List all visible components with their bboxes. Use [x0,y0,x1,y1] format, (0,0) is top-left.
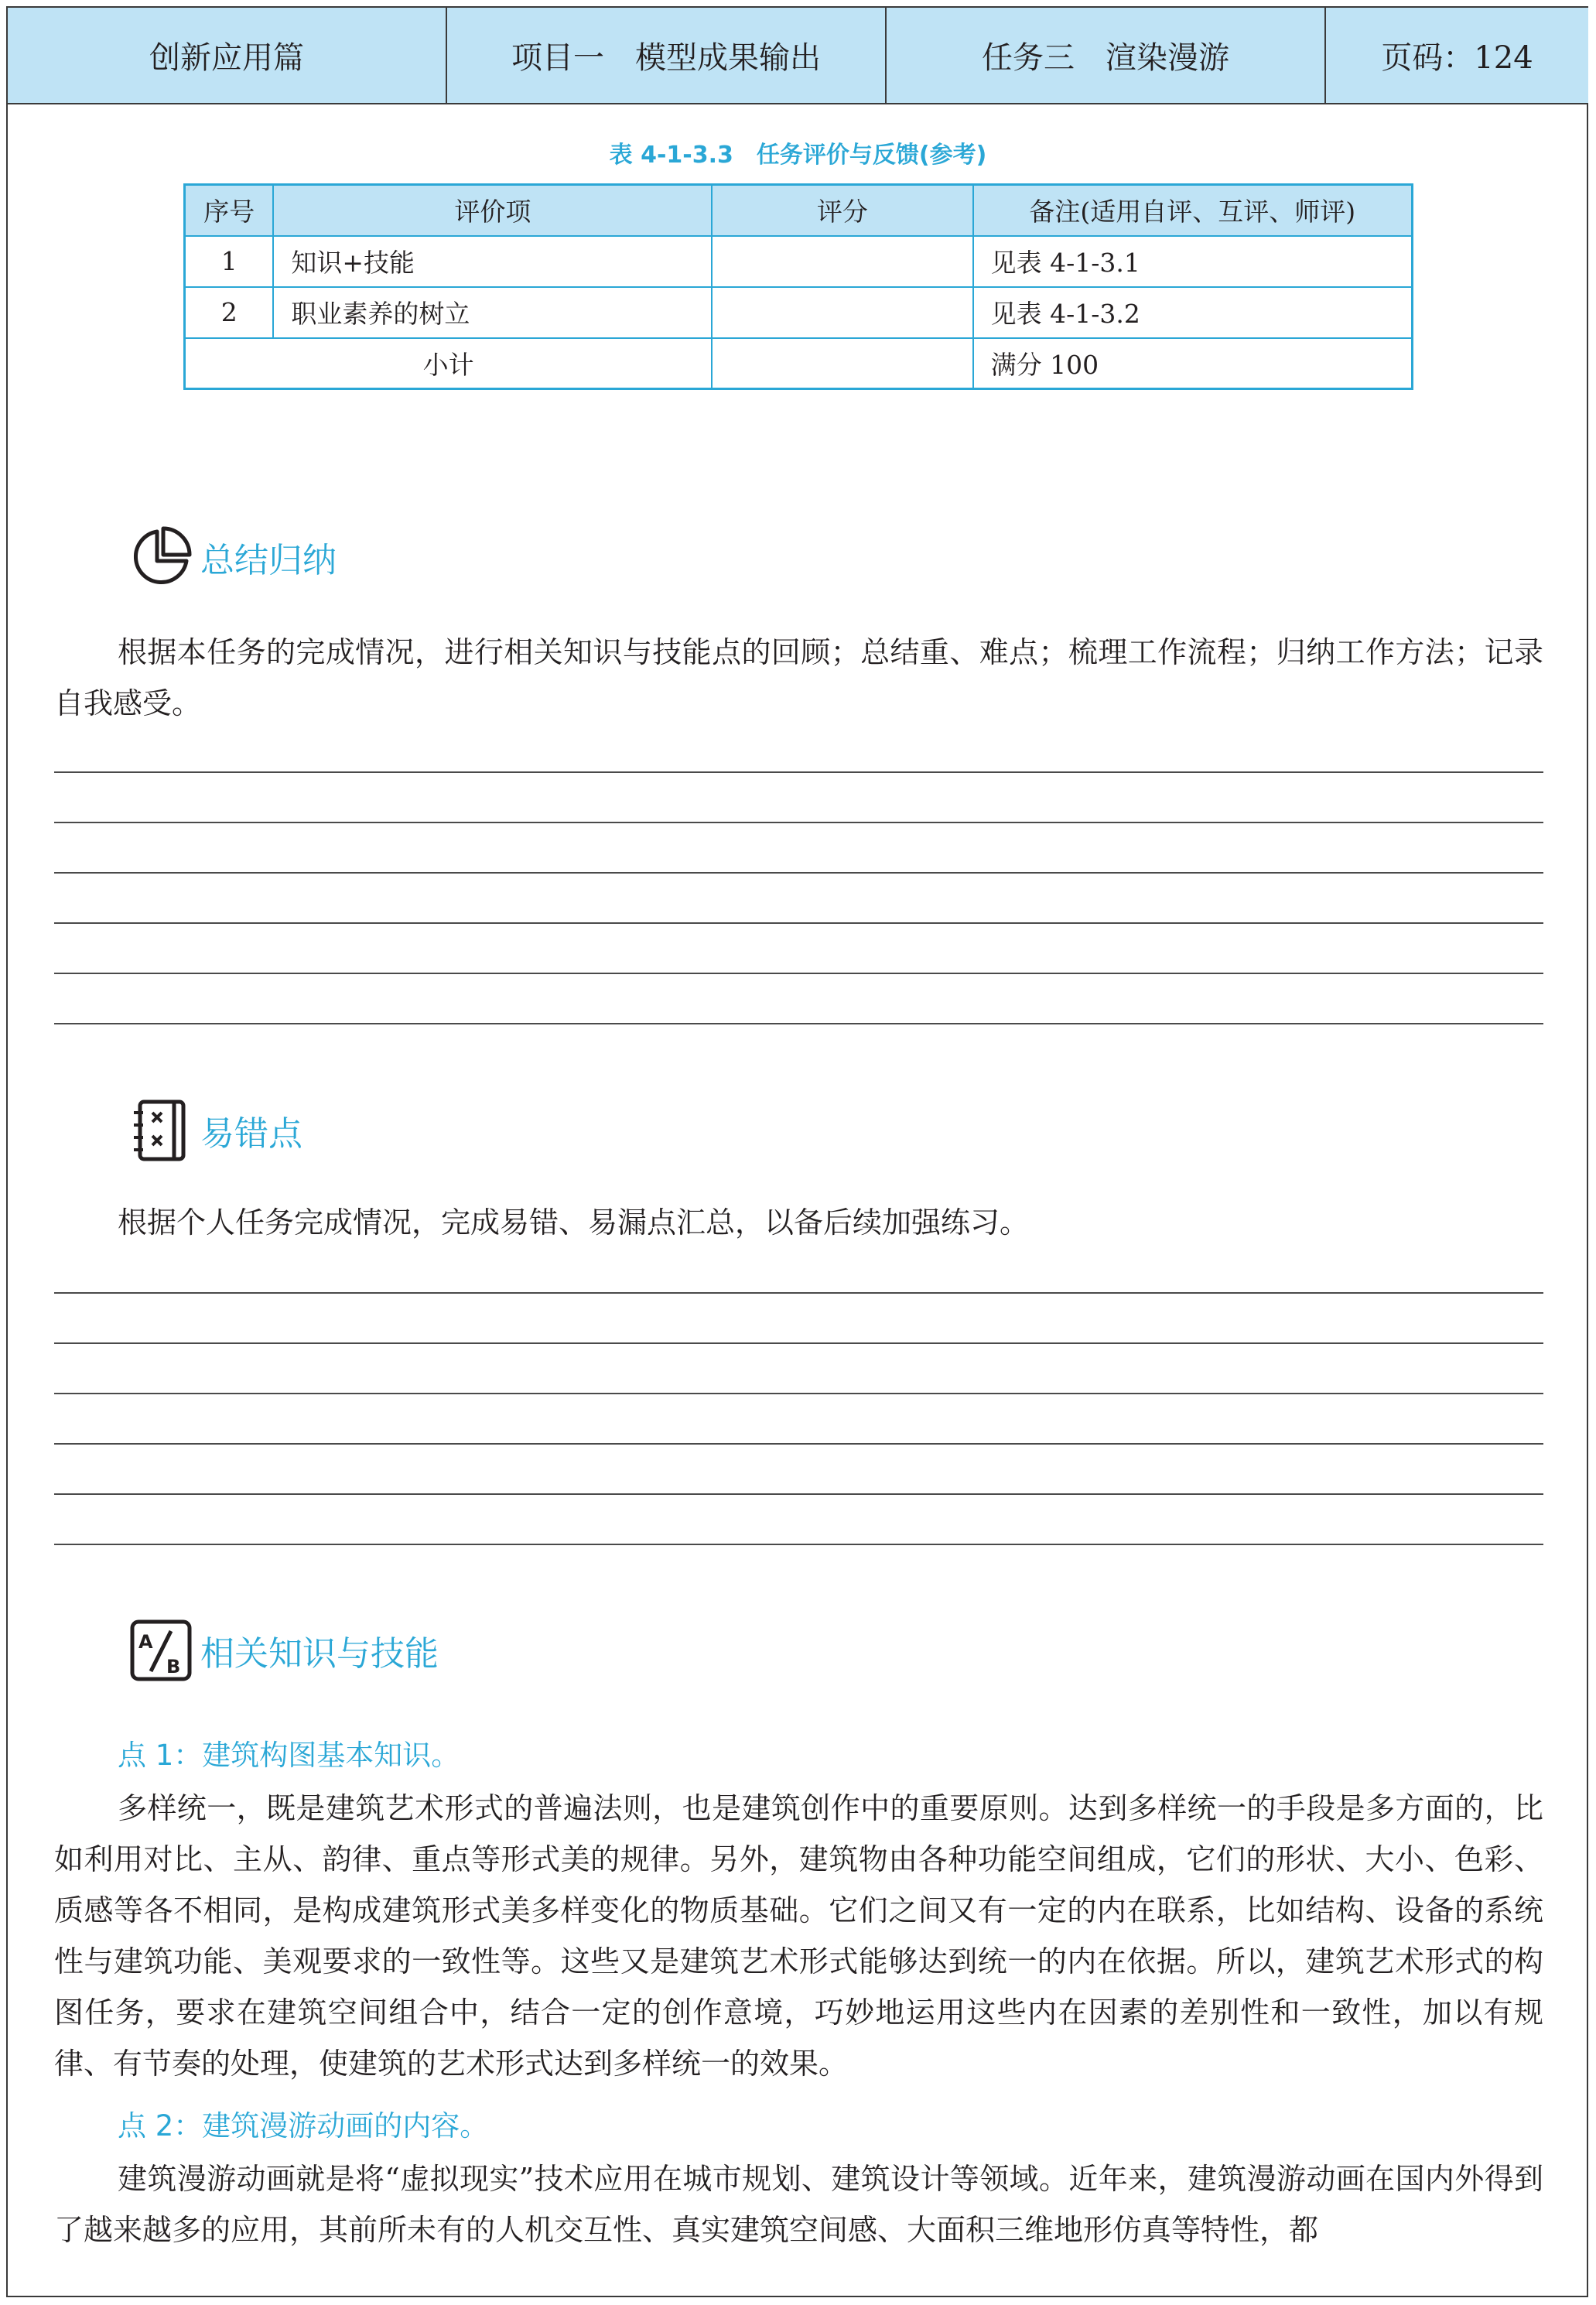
running-header [8,8,1588,104]
evaluation-table [183,183,1413,390]
table-subtotal-score [712,338,972,389]
table-subtotal-label: 小计 [185,338,713,389]
point-2-paragraph: 建筑漫游动画就是将“虚拟现实”技术应用在城市规划、建筑设计等领域。近年来，建筑漫游动画在国内外得到了越来越多的应用，其前所未有的人机交互性、真实建筑空间感、大面积三维地形仿真等特性，都 [54,2162,1543,2247]
writing-line [54,1342,1543,1344]
point-1-paragraph: 多样统一，既是建筑艺术形式的普遍法则，也是建筑创作中的重要原则。达到多样统一的手段是多方面的，比如利用对比、主从、韵律、重点等形式美的规律。另外，建筑物由各种功能空间组成，它们的形状、大小、色彩、质感等各不相同，是构成建筑形式美多样变化的物质基础。它们之间又有一定的内在联系，比如结构、设备的系统性与建筑功能、美观要求的一致性等。这些又是建筑艺术形式能够达到统一的内在依据。所以，建筑艺术形式的构图任务，要求在建筑空间组合中，结合一定的创作意境，巧妙地运用这些内在因素的差别性和一致性，加以有规律、有节奏的处理，使建筑的艺术形式达到多样统一的效果。 [54,1791,1543,2081]
summary-heading [128,524,337,590]
table-subtotal-row [185,338,1413,389]
icon-letter-a: A [138,1631,153,1653]
writing-line [54,1443,1543,1445]
table-header-cell: 备注(适用自评、互评、师评) [973,185,1413,236]
notebook-icon [128,1097,194,1164]
writing-line [54,1544,1543,1545]
table-row [185,287,1413,338]
table-cell-note: 见表 4-1-3.1 [973,236,1413,287]
table-cell-score [712,287,972,338]
writing-line [54,1023,1543,1024]
table-cell-score [712,236,972,287]
table-subtotal-note: 满分 100 [973,338,1413,389]
table-cell-no: 1 [185,236,274,287]
table-header-row [185,185,1413,236]
writing-line [54,822,1543,823]
header-section: 创新应用篇 [8,8,447,103]
table-cell-no: 2 [185,287,274,338]
table-caption: 表 4-1-3.3 任务评价与反馈(参考) [609,142,987,169]
section-title: 总结归纳 [200,541,337,580]
writing-line [54,1493,1543,1495]
header-task: 任务三 渲染漫游 [887,8,1326,103]
mistakes-paragraph: 根据个人任务完成情况，完成易错、易漏点汇总，以备后续加强练习。 [118,1206,1030,1240]
writing-line [54,872,1543,874]
a-b-icon [128,1617,194,1684]
summary-paragraph: 根据本任务的完成情况，进行相关知识与技能点的回顾；总结重、难点；梳理工作流程；归纳工作方法；记录自我感受。 [54,635,1543,720]
header-page-number: 页码：124 [1381,40,1533,76]
table-header-cell: 评分 [712,185,972,236]
point-1-title: 点 1：建筑构图基本知识。 [118,1739,460,1772]
table-cell-note: 见表 4-1-3.2 [973,287,1413,338]
writing-line [54,1393,1543,1394]
writing-line [54,922,1543,924]
table-row [185,236,1413,287]
header-project: 项目一 模型成果输出 [447,8,887,103]
writing-line [54,1292,1543,1294]
section-title: 易错点 [200,1114,302,1154]
writing-line [54,771,1543,773]
table-header-cell: 评价项 [273,185,712,236]
mistakes-heading [128,1097,302,1164]
writing-line [54,973,1543,974]
table-header-cell: 序号 [185,185,274,236]
section-title: 相关知识与技能 [200,1634,439,1674]
knowledge-heading [128,1617,439,1684]
table-cell-item: 知识+技能 [273,236,712,287]
point-2-title: 点 2：建筑漫游动画的内容。 [118,2109,489,2143]
icon-letter-b: B [166,1656,181,1677]
pie-chart-icon [128,524,194,590]
table-cell-item: 职业素养的树立 [273,287,712,338]
